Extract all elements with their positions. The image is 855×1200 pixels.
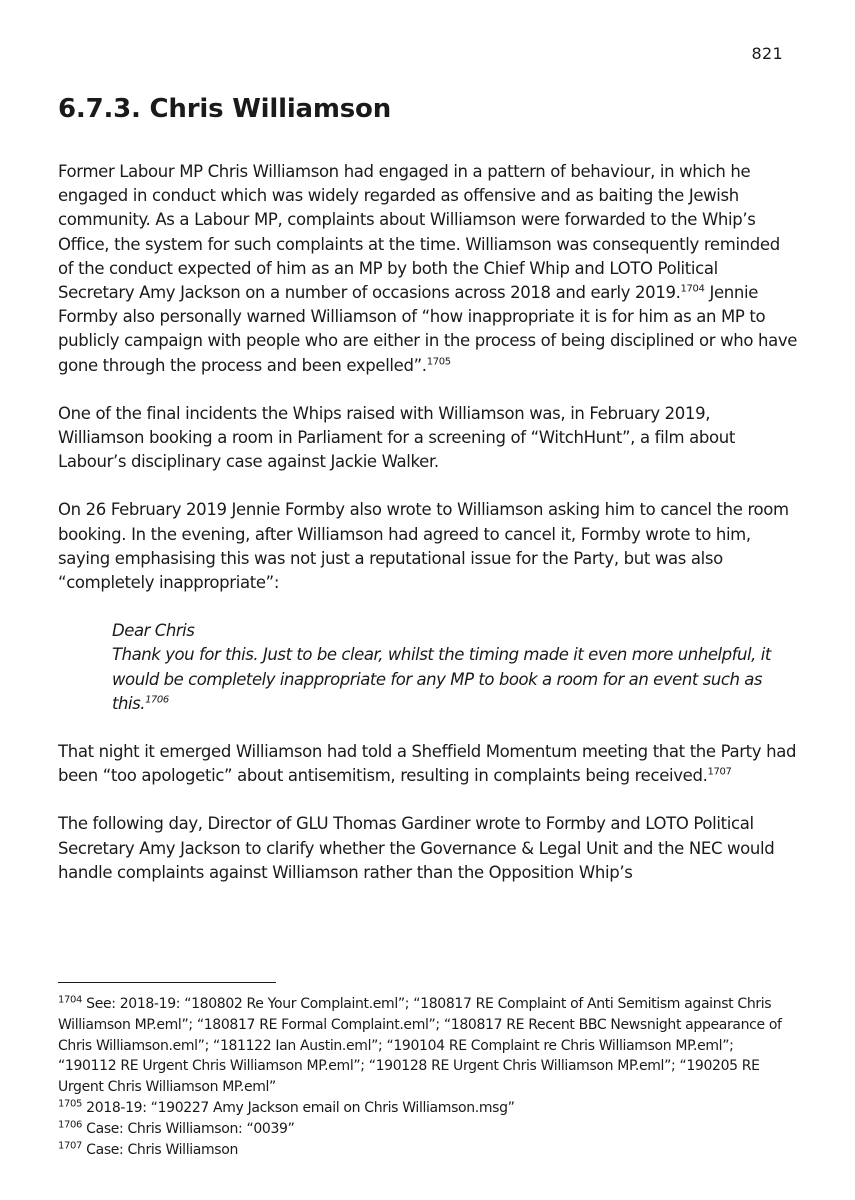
quote-salutation: Dear Chris [112, 621, 195, 641]
paragraph [58, 160, 798, 378]
footnote-number: 1705 [58, 1098, 83, 1110]
footnote-divider [58, 982, 276, 983]
footnote-text: Case: Chris Williamson: “0039” [86, 1120, 295, 1137]
footnote [58, 1140, 788, 1161]
paragraph: The following day, Director of GLU Thomas Gardiner wrote to Formby and LOTO Political Secretary Amy Jackson to clarify whether the Governance & Legal Unit and the NEC would handle complaints against Williamson rather than the Opposition Whip’s [58, 814, 775, 882]
footnote-text: 2018-19: “190227 Amy Jackson email on Chris Williamson.msg” [86, 1099, 515, 1116]
footnote-ref[interactable]: 1704 [680, 283, 705, 295]
footnote-number: 1706 [58, 1119, 83, 1131]
email-quote [112, 619, 792, 716]
body-text [58, 160, 798, 909]
footnote-ref[interactable]: 1707 [707, 766, 732, 778]
paragraph: One of the final incidents the Whips raised with Williamson was, in February 2019, Williamson booking a room in Parliament for a screening of “WitchHunt”, a film about Labour’s disciplinary case against Jackie Walker. [58, 403, 736, 472]
footnote [58, 1098, 788, 1119]
page-number: 821 [751, 44, 783, 63]
paragraph-text: Former Labour MP Chris Williamson had engaged in a pattern of behaviour, in which he engaged in conduct which was widely regarded as offensive and as baiting the Jewish community. As a Labour MP, complaints about Williamson were forwarded to the Whip’s Office, the system for such complaints at the time. Williamson was consequently reminded of the conduct expected of him as an MP by both the Chief Whip and LOTO Political Secretary Amy Jackson on a number of occasions across 2018 and early 2019. [58, 162, 780, 303]
paragraph-text: Jennie Formby also personally warned Williamson of “how inappropriate it is for him as an MP to publicly campaign with people who are either in the process of being disciplined or who have gone through the process and been expelled”. [58, 283, 798, 375]
footnote-text: Case: Chris Williamson [86, 1141, 238, 1158]
section-heading: 6.7.3. Chris Williamson [58, 94, 392, 124]
footnotes [58, 994, 788, 1160]
footnote-ref[interactable]: 1705 [426, 356, 451, 368]
footnote-number: 1704 [58, 994, 83, 1006]
footnote [58, 994, 788, 1098]
footnote-text: See: 2018-19: “180802 Re Your Complaint.eml”; “180817 RE Complaint of Anti Semitism against Chris Williamson MP.eml”; “180817 RE Formal Complaint.eml”; “180817 RE Recent BBC Newsnight appearance of Chris Williamson.eml”; “181122 Ian Austin.eml”; “190104 RE Complaint re Chris Williamson MP.eml”; “190112 RE Urgent Chris Williamson MP.eml”; “190128 RE Urgent Chris Williamson MP.eml”; “190205 RE Urgent Chris Williamson MP.eml” [58, 996, 782, 1096]
paragraph [58, 740, 798, 788]
paragraph-text: That night it emerged Williamson had told a Sheffield Momentum meeting that the Party had been “too apologetic” about antisemitism, resulting in complaints being received. [58, 742, 797, 786]
quote-body [112, 643, 792, 716]
quote-text: Thank you for this. Just to be clear, whilst the timing made it even more unhelpful, it would be completely inappropriate for any MP to book a room for an event such as this. [112, 645, 771, 713]
paragraph: On 26 February 2019 Jennie Formby also wrote to Williamson asking him to cancel the room booking. In the evening, after Williamson had agreed to cancel it, Formby wrote to him, saying emphasising this was not just a reputational issue for the Party, but was also “completely inappropriate”: [58, 500, 789, 593]
footnote-number: 1707 [58, 1139, 83, 1151]
footnote-ref[interactable]: 1706 [145, 694, 169, 706]
footnote [58, 1119, 788, 1140]
